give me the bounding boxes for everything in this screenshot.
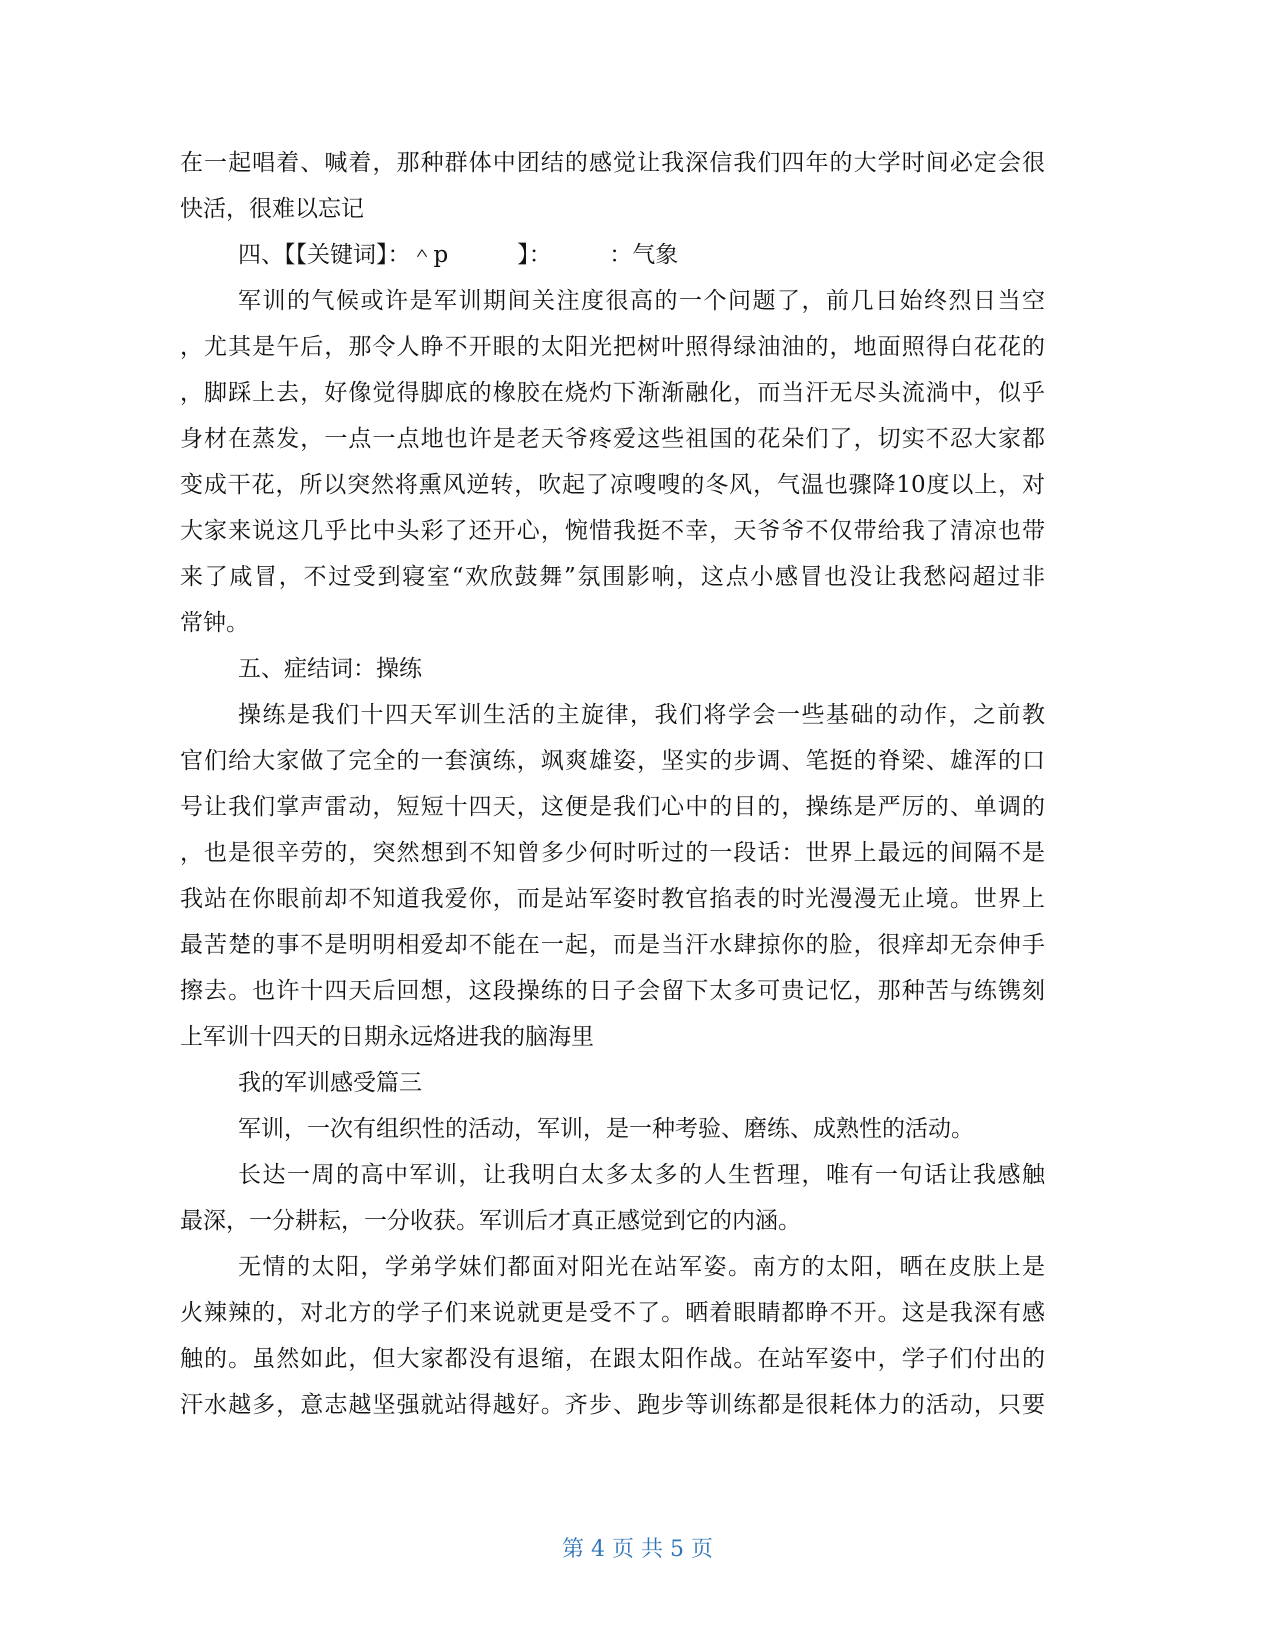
page-number-footer: 第 4 页 共 5 页 — [562, 1537, 713, 1562]
text-line: 最苦楚的事不是明明相爱却不能在一起，而是当汗水肆掠你的脸，很痒却无奈伸手 — [180, 932, 1045, 958]
text-line: 变成干花，所以突然将熏风逆转，吹起了凉嗖嗖的冬风，气温也骤降10度以上，对 — [180, 472, 1045, 498]
text-line: 汗水越多，意志越坚强就站得越好。齐步、跑步等训练都是很耗体力的活动，只要 — [180, 1392, 1045, 1418]
text-line: 官们给大家做了完全的一套演练，飒爽雄姿，坚实的步调、笔挺的脊梁、雄浑的口 — [180, 748, 1045, 774]
text-line: 触的。虽然如此，但大家都没有退缩，在跟太阳作战。在站军姿中，学子们付出的 — [180, 1346, 1045, 1372]
text-line: ，脚踩上去，好像觉得脚底的橡胶在烧灼下渐渐融化，而当汗无尽头流淌中，似乎 — [180, 380, 1045, 406]
text-line: 身材在蒸发，一点一点地也许是老天爷疼爱这些祖国的花朵们了，切实不忍大家都 — [180, 426, 1045, 452]
section-heading: 我的军训感受篇三 — [238, 1070, 422, 1096]
text-line: 擦去。也许十四天后回想，这段操练的日子会留下太多可贵记忆，那种苦与练镌刻 — [180, 978, 1045, 1004]
text-line: ，也是很辛劳的，突然想到不知曾多少何时听过的一段话：世界上最远的间隔不是 — [180, 840, 1045, 866]
document-body — [180, 140, 1045, 1428]
text-line: 无情的太阳，学弟学妹们都面对阳光在站军姿。南方的太阳，晒在皮肤上是 — [238, 1254, 1045, 1280]
section-heading: 五、症结词：操练 — [238, 656, 422, 682]
text-line: 军训，一次有组织性的活动，军训，是一种考验、磨练、成熟性的活动。 — [238, 1116, 974, 1142]
text-line: 快活，很难以忘记 — [180, 196, 364, 222]
text-line: 号让我们掌声雷动，短短十四天，这便是我们心中的目的，操练是严厉的、单调的 — [180, 794, 1045, 820]
section-heading: 四、【【关键词】：＾p 】： ：气象 — [238, 242, 679, 268]
text-line: 军训的气候或许是军训期间关注度很高的一个问题了，前几日始终烈日当空 — [238, 288, 1045, 314]
text-line: 来了咸冒，不过受到寝室“欢欣鼓舞”氛围影响，这点小感冒也没让我愁闷超过非 — [180, 564, 1045, 590]
text-line: 常钟。 — [180, 610, 249, 636]
text-line: 上军训十四天的日期永远烙进我的脑海里 — [180, 1024, 594, 1050]
text-line: 操练是我们十四天军训生活的主旋律，我们将学会一些基础的动作，之前教 — [238, 702, 1045, 728]
text-line: 我站在你眼前却不知道我爱你，而是站军姿时教官掐表的时光漫漫无止境。世界上 — [180, 886, 1045, 912]
text-line: 最深，一分耕耘，一分收获。军训后才真正感觉到它的内涵。 — [180, 1208, 801, 1234]
text-line: 火辣辣的，对北方的学子们来说就更是受不了。晒着眼睛都睁不开。这是我深有感 — [180, 1300, 1045, 1326]
text-line: 大家来说这几乎比中头彩了还开心，惋惜我挺不幸，天爷爷不仅带给我了清凉也带 — [180, 518, 1045, 544]
text-line: 长达一周的高中军训，让我明白太多太多的人生哲理，唯有一句话让我感触 — [238, 1162, 1045, 1188]
text-line: 在一起唱着、喊着，那种群体中团结的感觉让我深信我们四年的大学时间必定会很 — [180, 150, 1045, 176]
text-line: ，尤其是午后，那令人睁不开眼的太阳光把树叶照得绿油油的，地面照得白花花的 — [180, 334, 1045, 360]
